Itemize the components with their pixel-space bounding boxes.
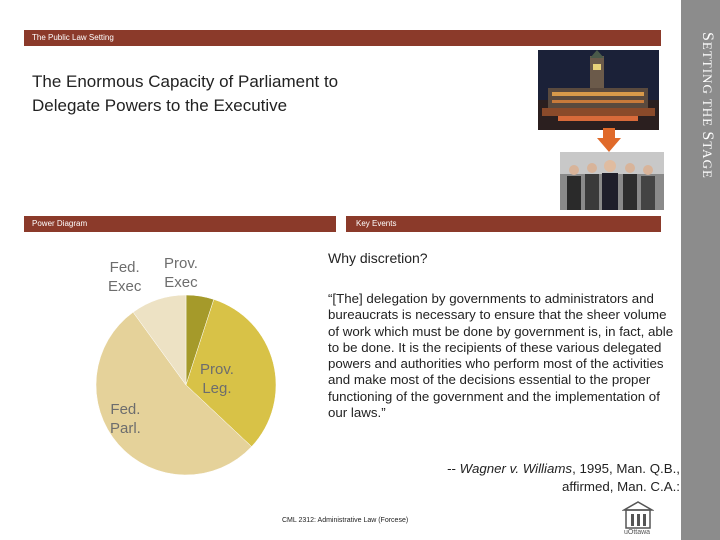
slide-title-line2: Delegate Powers to the Executive: [32, 96, 288, 115]
slide-title-line1: The Enormous Capacity of Parliament to: [32, 72, 339, 91]
power-pie-chart: [90, 240, 290, 480]
pie-label-fed-exec: Fed. Exec: [108, 259, 142, 295]
course-footer: CML 2312: Administrative Law (Forcese): [282, 517, 409, 524]
cabinet-photo: [560, 152, 664, 210]
logo-text: uOttawa: [624, 529, 651, 536]
section-header: The Public Law Setting: [24, 30, 661, 46]
quote-citation: -- Wagner v. Williams, 1995, Man. Q.B., affirmed, Man. C.A.:: [447, 461, 680, 494]
quote-text: “[The] delegation by governments to administrators and bureaucrats is necessary to ensure that the sheer volume of work which must be done by government is, in fact, able to be done. It is the recipients of these various delegated powers and authorities who perform most of the activities and make most of the decisions essential to the proper functioning of the government and the implementation of our laws.”: [328, 291, 674, 421]
parliament-photo: [538, 50, 659, 130]
pie-label-fed-parl: Fed. Parl.: [110, 401, 141, 437]
case-name: Wagner v. Williams: [459, 461, 573, 476]
pie-label-prov-exec: Prov. Exec: [164, 255, 198, 291]
university-logo-icon: [622, 500, 654, 530]
slide-title: [32, 70, 392, 118]
pie-label-prov-leg: Prov. Leg.: [200, 361, 234, 397]
side-title: SETTING THE STAGE: [699, 32, 716, 179]
tab-power-diagram: Power Diagram: [24, 216, 336, 232]
tab-key-events: Key Events: [346, 216, 661, 232]
question-heading: Why discretion?: [328, 250, 428, 266]
arrow-down-icon: [597, 128, 621, 152]
